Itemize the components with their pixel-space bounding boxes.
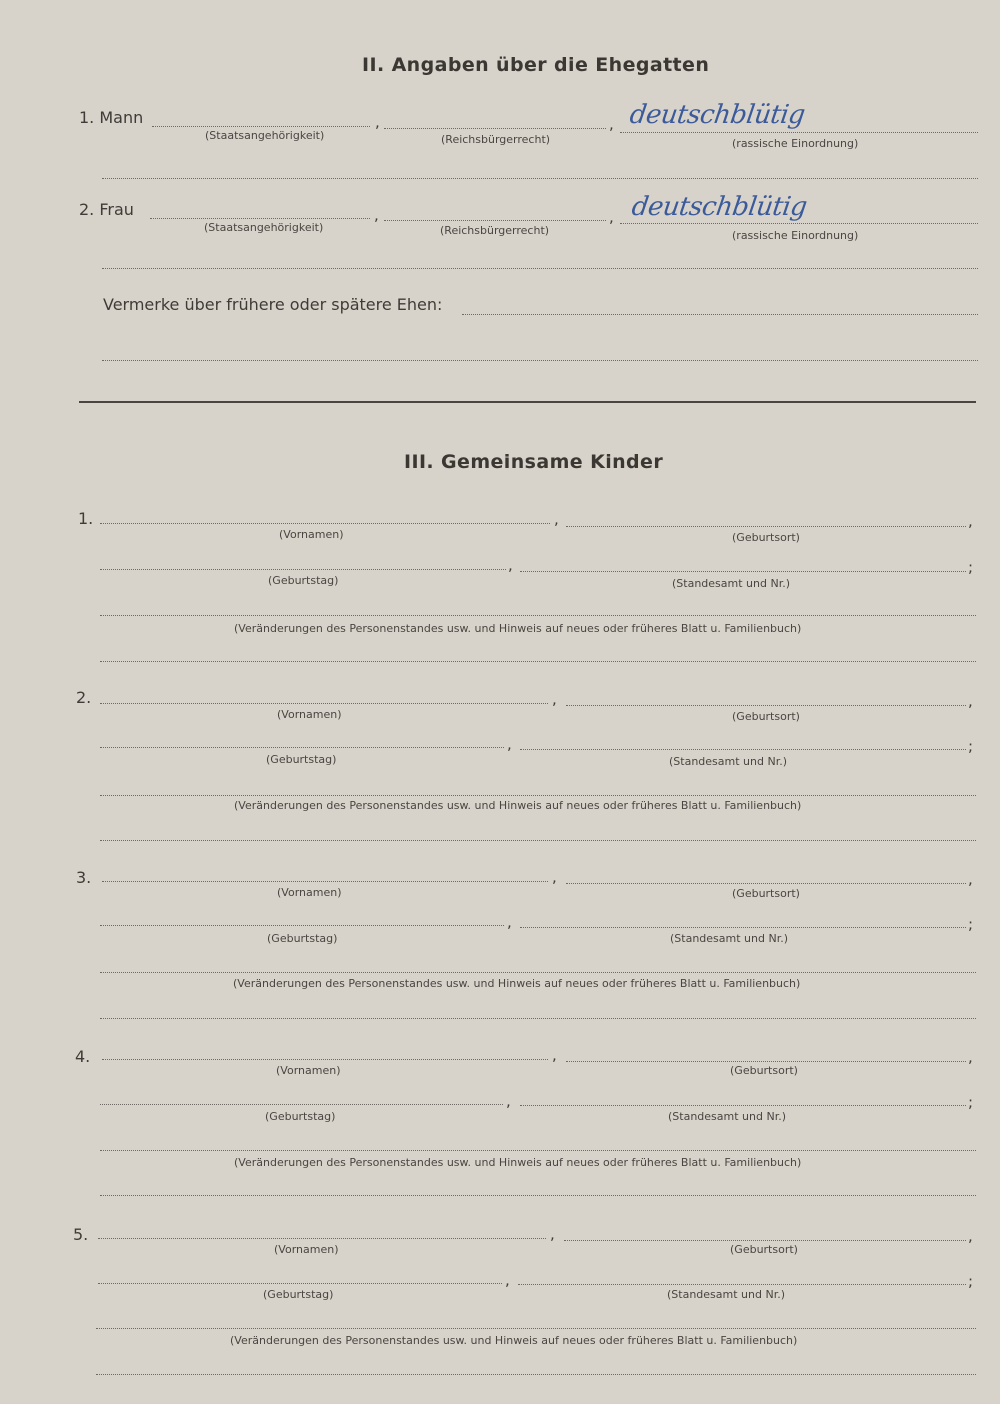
frau-staatsangehoerigkeit-field[interactable]	[150, 218, 370, 219]
child-2-veraenderungen-caption: (Veränderungen des Personenstandes usw. und Hinweis auf neues oder früheres Blatt u. Familienbuch)	[234, 799, 802, 812]
child-2-geburtstag-field[interactable]	[100, 747, 504, 748]
section-iii-title: III. Gemeinsame Kinder	[404, 451, 664, 473]
mann-reichsbuergerrecht-field[interactable]	[384, 128, 606, 129]
semicolon: ;	[968, 915, 974, 933]
comma: ,	[968, 870, 973, 888]
child-1-number: 1.	[78, 509, 94, 528]
comma: ,	[552, 690, 557, 708]
child-2-vornamen-field[interactable]	[100, 703, 548, 704]
child-5-geburtsort-field[interactable]	[564, 1240, 966, 1241]
mann-rassische-einordnung-handwriting: deutschblütig	[627, 100, 807, 130]
frau-rass-caption: (rassische Einordnung)	[732, 229, 859, 242]
child-1-standesamt-field[interactable]	[520, 571, 966, 572]
frau-label: 2. Frau	[79, 200, 134, 219]
child-3-standesamt-caption: (Standesamt und Nr.)	[670, 932, 788, 945]
child-1-extra-line[interactable]	[100, 661, 976, 662]
semicolon: ;	[968, 737, 974, 755]
child-5-extra-line[interactable]	[96, 1374, 976, 1375]
comma: ,	[552, 1046, 557, 1064]
child-5-geburtstag-field[interactable]	[98, 1283, 502, 1284]
child-3-veraenderungen-caption: (Veränderungen des Personenstandes usw. und Hinweis auf neues oder früheres Blatt u. Familienbuch)	[233, 977, 801, 990]
child-4-geburtsort-caption: (Geburtsort)	[730, 1064, 798, 1077]
section-ii-title: II. Angaben über die Ehegatten	[362, 54, 710, 76]
child-2-geburtsort-field[interactable]	[566, 705, 966, 706]
child-5-veraenderungen-field[interactable]	[96, 1328, 976, 1329]
mann-staatsangehoerigkeit-field[interactable]	[152, 126, 370, 127]
child-2-extra-line[interactable]	[100, 840, 976, 841]
child-3-veraenderungen-field[interactable]	[100, 972, 976, 973]
frau-staat-caption: (Staatsangehörigkeit)	[204, 221, 324, 234]
child-4-veraenderungen-field[interactable]	[100, 1150, 976, 1151]
mann-rassische-einordnung-field[interactable]	[620, 132, 978, 133]
child-5-standesamt-caption: (Standesamt und Nr.)	[667, 1288, 785, 1301]
comma: ,	[609, 208, 614, 226]
child-3-geburtstag-field[interactable]	[100, 925, 504, 926]
child-2-geburtsort-caption: (Geburtsort)	[732, 710, 800, 723]
mann-reich-caption: (Reichsbürgerrecht)	[441, 133, 551, 146]
child-1-geburtsort-caption: (Geburtsort)	[732, 531, 800, 544]
child-4-vornamen-caption: (Vornamen)	[276, 1064, 341, 1077]
child-2-standesamt-field[interactable]	[520, 749, 966, 750]
child-5-standesamt-field[interactable]	[518, 1284, 966, 1285]
child-5-geburtsort-caption: (Geburtsort)	[730, 1243, 798, 1256]
comma: ,	[968, 512, 973, 530]
child-4-geburtsort-field[interactable]	[566, 1061, 966, 1062]
comma: ,	[554, 510, 559, 528]
semicolon: ;	[968, 1272, 974, 1290]
frau-rassische-einordnung-handwriting: deutschblütig	[629, 192, 809, 222]
child-1-veraenderungen-caption: (Veränderungen des Personenstandes usw. und Hinweis auf neues oder früheres Blatt u. Familienbuch)	[234, 622, 802, 635]
semicolon: ;	[968, 1093, 974, 1111]
child-4-standesamt-field[interactable]	[520, 1105, 966, 1106]
frau-extra-line[interactable]	[102, 268, 978, 269]
child-2-geburtstag-caption: (Geburtstag)	[266, 753, 337, 766]
comma: ,	[375, 113, 380, 131]
comma: ,	[508, 556, 513, 574]
child-4-standesamt-caption: (Standesamt und Nr.)	[668, 1110, 786, 1123]
semicolon: ;	[968, 558, 974, 576]
child-1-geburtstag-field[interactable]	[100, 569, 506, 570]
mann-rass-caption: (rassische Einordnung)	[732, 137, 859, 150]
child-5-veraenderungen-caption: (Veränderungen des Personenstandes usw. und Hinweis auf neues oder früheres Blatt u. Familienbuch)	[230, 1334, 798, 1347]
comma: ,	[507, 735, 512, 753]
child-3-vornamen-caption: (Vornamen)	[277, 886, 342, 899]
comma: ,	[968, 692, 973, 710]
child-2-veraenderungen-field[interactable]	[100, 795, 976, 796]
section-divider	[79, 401, 976, 403]
child-3-vornamen-field[interactable]	[102, 881, 548, 882]
frau-rassische-einordnung-field[interactable]	[620, 223, 978, 224]
mann-label: 1. Mann	[79, 108, 144, 127]
child-2-vornamen-caption: (Vornamen)	[277, 708, 342, 721]
child-4-geburtstag-field[interactable]	[100, 1104, 503, 1105]
child-2-standesamt-caption: (Standesamt und Nr.)	[669, 755, 787, 768]
child-2-number: 2.	[76, 688, 92, 707]
vermerke-field[interactable]	[462, 314, 978, 315]
child-4-veraenderungen-caption: (Veränderungen des Personenstandes usw. und Hinweis auf neues oder früheres Blatt u. Familienbuch)	[234, 1156, 802, 1169]
frau-reichsbuergerrecht-field[interactable]	[384, 220, 606, 221]
child-5-geburtstag-caption: (Geburtstag)	[263, 1288, 334, 1301]
comma: ,	[505, 1271, 510, 1289]
comma: ,	[550, 1225, 555, 1243]
child-4-geburtstag-caption: (Geburtstag)	[265, 1110, 336, 1123]
comma: ,	[968, 1227, 973, 1245]
mann-staat-caption: (Staatsangehörigkeit)	[205, 129, 325, 142]
child-4-extra-line[interactable]	[100, 1195, 976, 1196]
child-5-vornamen-field[interactable]	[98, 1238, 546, 1239]
child-1-geburtsort-field[interactable]	[566, 526, 966, 527]
vermerke-label: Vermerke über frühere oder spätere Ehen:	[103, 295, 443, 314]
child-1-standesamt-caption: (Standesamt und Nr.)	[672, 577, 790, 590]
child-3-geburtsort-caption: (Geburtsort)	[732, 887, 800, 900]
child-1-geburtstag-caption: (Geburtstag)	[268, 574, 339, 587]
child-5-vornamen-caption: (Vornamen)	[274, 1243, 339, 1256]
frau-reich-caption: (Reichsbürgerrecht)	[440, 224, 550, 237]
vermerke-extra-line[interactable]	[102, 360, 978, 361]
comma: ,	[609, 115, 614, 133]
child-3-number: 3.	[76, 868, 92, 887]
child-1-vornamen-field[interactable]	[100, 523, 550, 524]
child-4-vornamen-field[interactable]	[102, 1059, 548, 1060]
child-3-geburtsort-field[interactable]	[566, 883, 966, 884]
comma: ,	[507, 913, 512, 931]
child-3-geburtstag-caption: (Geburtstag)	[267, 932, 338, 945]
child-4-number: 4.	[75, 1047, 91, 1066]
child-3-standesamt-field[interactable]	[520, 927, 966, 928]
child-1-veraenderungen-field[interactable]	[100, 615, 976, 616]
mann-extra-line[interactable]	[102, 178, 978, 179]
child-5-number: 5.	[73, 1225, 89, 1244]
comma: ,	[374, 206, 379, 224]
child-3-extra-line[interactable]	[100, 1018, 976, 1019]
comma: ,	[506, 1092, 511, 1110]
child-1-vornamen-caption: (Vornamen)	[279, 528, 344, 541]
comma: ,	[552, 868, 557, 886]
comma: ,	[968, 1048, 973, 1066]
